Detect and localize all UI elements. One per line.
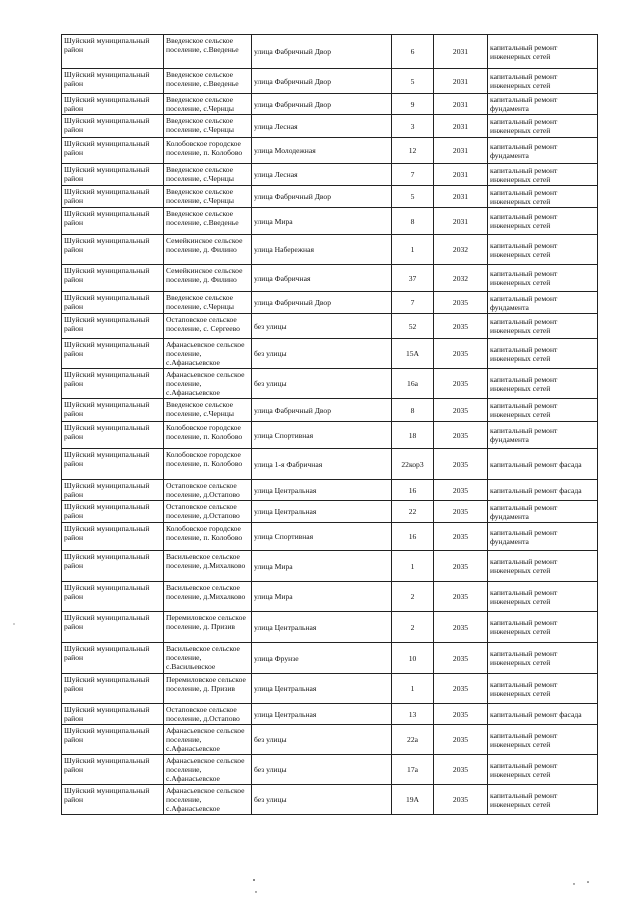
work-type-cell: капитальный ремонт фундамента xyxy=(488,523,598,551)
district-cell: Шуйский муниципальный район xyxy=(62,755,164,785)
table-row xyxy=(62,480,598,501)
district-cell: Шуйский муниципальный район xyxy=(62,369,164,399)
table-row xyxy=(62,704,598,725)
year-cell: 2035 xyxy=(434,339,488,369)
year-cell: 2031 xyxy=(434,69,488,94)
district-cell: Шуйский муниципальный район xyxy=(62,186,164,208)
work-type-cell: капитальный ремонт фундамента xyxy=(488,94,598,115)
year-cell: 2031 xyxy=(434,186,488,208)
house-number-cell: 8 xyxy=(392,399,434,422)
year-cell: 2035 xyxy=(434,399,488,422)
district-cell: Шуйский муниципальный район xyxy=(62,399,164,422)
house-number-cell: 16 xyxy=(392,480,434,501)
settlement-cell: Афанасьевское сельское поселение, с.Афанасьевское xyxy=(164,369,252,399)
work-type-cell: капитальный ремонт фасада xyxy=(488,449,598,480)
work-type-cell: капитальный ремонт фундамента xyxy=(488,501,598,523)
district-cell: Шуйский муниципальный район xyxy=(62,704,164,725)
house-number-cell: 6 xyxy=(392,35,434,69)
year-cell: 2031 xyxy=(434,94,488,115)
year-cell: 2035 xyxy=(434,501,488,523)
house-number-cell: 16 xyxy=(392,523,434,551)
street-cell: улица Спортивная xyxy=(252,422,392,449)
table-row xyxy=(62,292,598,314)
house-number-cell: 3 xyxy=(392,115,434,138)
street-cell: улица 1-я Фабричная xyxy=(252,449,392,480)
work-type-cell: капитальный ремонт инженерных сетей xyxy=(488,115,598,138)
street-cell: улица Мира xyxy=(252,551,392,582)
house-number-cell: 1 xyxy=(392,674,434,704)
work-type-cell: капитальный ремонт фасада xyxy=(488,480,598,501)
settlement-cell: Остаповское сельское поселение, с. Сергеево xyxy=(164,314,252,339)
housing-repair-table xyxy=(61,34,598,815)
settlement-cell: Васильевское сельское поселение, д.Михалково xyxy=(164,551,252,582)
district-cell: Шуйский муниципальный район xyxy=(62,501,164,523)
settlement-cell: Введенское сельское поселение, с.Чернцы xyxy=(164,399,252,422)
scan-speck xyxy=(587,881,589,883)
year-cell: 2031 xyxy=(434,208,488,235)
settlement-cell: Остаповское сельское поселение, д.Остапово xyxy=(164,480,252,501)
settlement-cell: Васильевское сельское поселение, с.Васильевское xyxy=(164,643,252,674)
street-cell: без улицы xyxy=(252,725,392,755)
work-type-cell: капитальный ремонт инженерных сетей xyxy=(488,755,598,785)
table-row xyxy=(62,399,598,422)
settlement-cell: Афанасьевское сельское поселение, с.Афанасьевское xyxy=(164,725,252,755)
year-cell: 2035 xyxy=(434,725,488,755)
table-row xyxy=(62,164,598,186)
work-type-cell: капитальный ремонт инженерных сетей xyxy=(488,164,598,186)
settlement-cell: Введенское сельское поселение, с.Введенье xyxy=(164,35,252,69)
district-cell: Шуйский муниципальный район xyxy=(62,785,164,815)
table-row xyxy=(62,186,598,208)
year-cell: 2035 xyxy=(434,674,488,704)
street-cell: без улицы xyxy=(252,785,392,815)
district-cell: Шуйский муниципальный район xyxy=(62,115,164,138)
street-cell: улица Центральная xyxy=(252,704,392,725)
work-type-cell: капитальный ремонт инженерных сетей xyxy=(488,314,598,339)
house-number-cell: 8 xyxy=(392,208,434,235)
district-cell: Шуйский муниципальный район xyxy=(62,35,164,69)
work-type-cell: капитальный ремонт фундамента xyxy=(488,422,598,449)
district-cell: Шуйский муниципальный район xyxy=(62,292,164,314)
district-cell: Шуйский муниципальный район xyxy=(62,643,164,674)
year-cell: 2031 xyxy=(434,138,488,164)
work-type-cell: капитальный ремонт инженерных сетей xyxy=(488,235,598,265)
table-row xyxy=(62,674,598,704)
house-number-cell: 12 xyxy=(392,138,434,164)
table-row xyxy=(62,643,598,674)
house-number-cell: 2 xyxy=(392,612,434,643)
table-row xyxy=(62,69,598,94)
house-number-cell: 22кор3 xyxy=(392,449,434,480)
settlement-cell: Введенское сельское поселение, с.Чернцы xyxy=(164,186,252,208)
settlement-cell: Колобовское городское поселение, п. Колобово xyxy=(164,422,252,449)
table-body xyxy=(62,35,598,815)
year-cell: 2035 xyxy=(434,582,488,612)
settlement-cell: Семейкинское сельское поселение, д. Филино xyxy=(164,265,252,292)
house-number-cell: 17а xyxy=(392,755,434,785)
district-cell: Шуйский муниципальный район xyxy=(62,612,164,643)
table-row xyxy=(62,422,598,449)
district-cell: Шуйский муниципальный район xyxy=(62,480,164,501)
district-cell: Шуйский муниципальный район xyxy=(62,523,164,551)
district-cell: Шуйский муниципальный район xyxy=(62,314,164,339)
year-cell: 2035 xyxy=(434,523,488,551)
work-type-cell: капитальный ремонт инженерных сетей xyxy=(488,265,598,292)
street-cell: без улицы xyxy=(252,339,392,369)
settlement-cell: Остаповское сельское поселение, д.Остапово xyxy=(164,501,252,523)
year-cell: 2031 xyxy=(434,164,488,186)
table-row xyxy=(62,115,598,138)
work-type-cell: капитальный ремонт инженерных сетей xyxy=(488,208,598,235)
year-cell: 2035 xyxy=(434,422,488,449)
table-row xyxy=(62,314,598,339)
work-type-cell: капитальный ремонт инженерных сетей xyxy=(488,551,598,582)
settlement-cell: Введенское сельское поселение, с.Введенье xyxy=(164,69,252,94)
district-cell: Шуйский муниципальный район xyxy=(62,69,164,94)
year-cell: 2035 xyxy=(434,551,488,582)
scan-speck xyxy=(255,891,256,892)
settlement-cell: Перемиловское сельское поселение, д. Призив xyxy=(164,674,252,704)
district-cell: Шуйский муниципальный район xyxy=(62,551,164,582)
street-cell: улица Центральная xyxy=(252,480,392,501)
street-cell: улица Фабричный Двор xyxy=(252,35,392,69)
year-cell: 2035 xyxy=(434,612,488,643)
table-row xyxy=(62,551,598,582)
street-cell: улица Спортивная xyxy=(252,523,392,551)
table-row xyxy=(62,725,598,755)
work-type-cell: капитальный ремонт инженерных сетей xyxy=(488,399,598,422)
work-type-cell: капитальный ремонт инженерных сетей xyxy=(488,582,598,612)
district-cell: Шуйский муниципальный район xyxy=(62,138,164,164)
street-cell: улица Мира xyxy=(252,208,392,235)
district-cell: Шуйский муниципальный район xyxy=(62,422,164,449)
house-number-cell: 1 xyxy=(392,235,434,265)
table-row xyxy=(62,523,598,551)
street-cell: улица Центральная xyxy=(252,674,392,704)
year-cell: 2031 xyxy=(434,35,488,69)
work-type-cell: капитальный ремонт фасада xyxy=(488,704,598,725)
settlement-cell: Семейкинское сельское поселение, д. Филино xyxy=(164,235,252,265)
house-number-cell: 37 xyxy=(392,265,434,292)
house-number-cell: 7 xyxy=(392,292,434,314)
street-cell: улица Центральная xyxy=(252,612,392,643)
year-cell: 2035 xyxy=(434,480,488,501)
house-number-cell: 52 xyxy=(392,314,434,339)
street-cell: улица Фабричный Двор xyxy=(252,399,392,422)
year-cell: 2032 xyxy=(434,235,488,265)
work-type-cell: капитальный ремонт инженерных сетей xyxy=(488,69,598,94)
settlement-cell: Афанасьевское сельское поселение, с.Афанасьевское xyxy=(164,755,252,785)
street-cell: улица Фабричный Двор xyxy=(252,186,392,208)
settlement-cell: Афанасьевское сельское поселение, с.Афанасьевское xyxy=(164,339,252,369)
house-number-cell: 9 xyxy=(392,94,434,115)
scan-speck xyxy=(573,883,574,884)
work-type-cell: капитальный ремонт инженерных сетей xyxy=(488,369,598,399)
settlement-cell: Введенское сельское поселение, с.Чернцы xyxy=(164,164,252,186)
work-type-cell: капитальный ремонт инженерных сетей xyxy=(488,674,598,704)
year-cell: 2035 xyxy=(434,785,488,815)
settlement-cell: Введенское сельское поселение, с.Чернцы xyxy=(164,292,252,314)
house-number-cell: 18 xyxy=(392,422,434,449)
street-cell: без улицы xyxy=(252,369,392,399)
work-type-cell: капитальный ремонт инженерных сетей xyxy=(488,725,598,755)
work-type-cell: капитальный ремонт инженерных сетей xyxy=(488,186,598,208)
work-type-cell: капитальный ремонт инженерных сетей xyxy=(488,785,598,815)
district-cell: Шуйский муниципальный район xyxy=(62,94,164,115)
table-row xyxy=(62,265,598,292)
work-type-cell: капитальный ремонт фундамента xyxy=(488,292,598,314)
settlement-cell: Васильевское сельское поселение, д.Михалково xyxy=(164,582,252,612)
house-number-cell: 2 xyxy=(392,582,434,612)
street-cell: улица Центральная xyxy=(252,501,392,523)
table-row xyxy=(62,94,598,115)
work-type-cell: капитальный ремонт фундамента xyxy=(488,138,598,164)
table-row xyxy=(62,208,598,235)
year-cell: 2035 xyxy=(434,369,488,399)
table-row xyxy=(62,612,598,643)
district-cell: Шуйский муниципальный район xyxy=(62,164,164,186)
work-type-cell: капитальный ремонт инженерных сетей xyxy=(488,339,598,369)
settlement-cell: Колобовское городское поселение, п. Колобово xyxy=(164,449,252,480)
work-type-cell: капитальный ремонт инженерных сетей xyxy=(488,643,598,674)
table-row xyxy=(62,35,598,69)
district-cell: Шуйский муниципальный район xyxy=(62,449,164,480)
table-row xyxy=(62,138,598,164)
table-row xyxy=(62,755,598,785)
settlement-cell: Введенское сельское поселение, с.Чернцы xyxy=(164,115,252,138)
settlement-cell: Афанасьевское сельское поселение, с.Афанасьевское xyxy=(164,785,252,815)
house-number-cell: 13 xyxy=(392,704,434,725)
district-cell: Шуйский муниципальный район xyxy=(62,235,164,265)
street-cell: улица Фабричный Двор xyxy=(252,69,392,94)
house-number-cell: 5 xyxy=(392,186,434,208)
district-cell: Шуйский муниципальный район xyxy=(62,725,164,755)
street-cell: без улицы xyxy=(252,755,392,785)
year-cell: 2035 xyxy=(434,314,488,339)
year-cell: 2032 xyxy=(434,265,488,292)
house-number-cell: 22а xyxy=(392,725,434,755)
year-cell: 2031 xyxy=(434,115,488,138)
district-cell: Шуйский муниципальный район xyxy=(62,208,164,235)
district-cell: Шуйский муниципальный район xyxy=(62,339,164,369)
street-cell: улица Фабричный Двор xyxy=(252,94,392,115)
street-cell: улица Фабричная xyxy=(252,265,392,292)
year-cell: 2035 xyxy=(434,643,488,674)
street-cell: улица Мира xyxy=(252,582,392,612)
settlement-cell: Перемиловское сельское поселение, д. Призив xyxy=(164,612,252,643)
street-cell: улица Фабричный Двор xyxy=(252,292,392,314)
street-cell: улица Лесная xyxy=(252,164,392,186)
house-number-cell: 7 xyxy=(392,164,434,186)
table-row xyxy=(62,339,598,369)
year-cell: 2035 xyxy=(434,292,488,314)
scan-speck xyxy=(253,879,255,881)
house-number-cell: 10 xyxy=(392,643,434,674)
table-row xyxy=(62,785,598,815)
settlement-cell: Введенское сельское поселение, с.Введенье xyxy=(164,208,252,235)
table-row xyxy=(62,582,598,612)
street-cell: улица Набережная xyxy=(252,235,392,265)
table-row xyxy=(62,235,598,265)
settlement-cell: Остаповское сельское поселение, д.Остапово xyxy=(164,704,252,725)
year-cell: 2035 xyxy=(434,755,488,785)
settlement-cell: Колобовское городское поселение, п. Колобово xyxy=(164,138,252,164)
district-cell: Шуйский муниципальный район xyxy=(62,582,164,612)
house-number-cell: 15А xyxy=(392,339,434,369)
house-number-cell: 5 xyxy=(392,69,434,94)
house-number-cell: 1 xyxy=(392,551,434,582)
scan-speck xyxy=(13,623,14,624)
street-cell: улица Лесная xyxy=(252,115,392,138)
settlement-cell: Колобовское городское поселение, п. Колобово xyxy=(164,523,252,551)
table-row xyxy=(62,369,598,399)
district-cell: Шуйский муниципальный район xyxy=(62,265,164,292)
work-type-cell: капитальный ремонт инженерных сетей xyxy=(488,612,598,643)
table-row xyxy=(62,449,598,480)
house-number-cell: 16а xyxy=(392,369,434,399)
district-cell: Шуйский муниципальный район xyxy=(62,674,164,704)
table-row xyxy=(62,501,598,523)
house-number-cell: 19А xyxy=(392,785,434,815)
year-cell: 2035 xyxy=(434,449,488,480)
work-type-cell: капитальный ремонт инженерных сетей xyxy=(488,35,598,69)
house-number-cell: 22 xyxy=(392,501,434,523)
street-cell: улица Молодежная xyxy=(252,138,392,164)
street-cell: без улицы xyxy=(252,314,392,339)
settlement-cell: Введенское сельское поселение, с.Чернцы xyxy=(164,94,252,115)
year-cell: 2035 xyxy=(434,704,488,725)
street-cell: улица Фрунзе xyxy=(252,643,392,674)
